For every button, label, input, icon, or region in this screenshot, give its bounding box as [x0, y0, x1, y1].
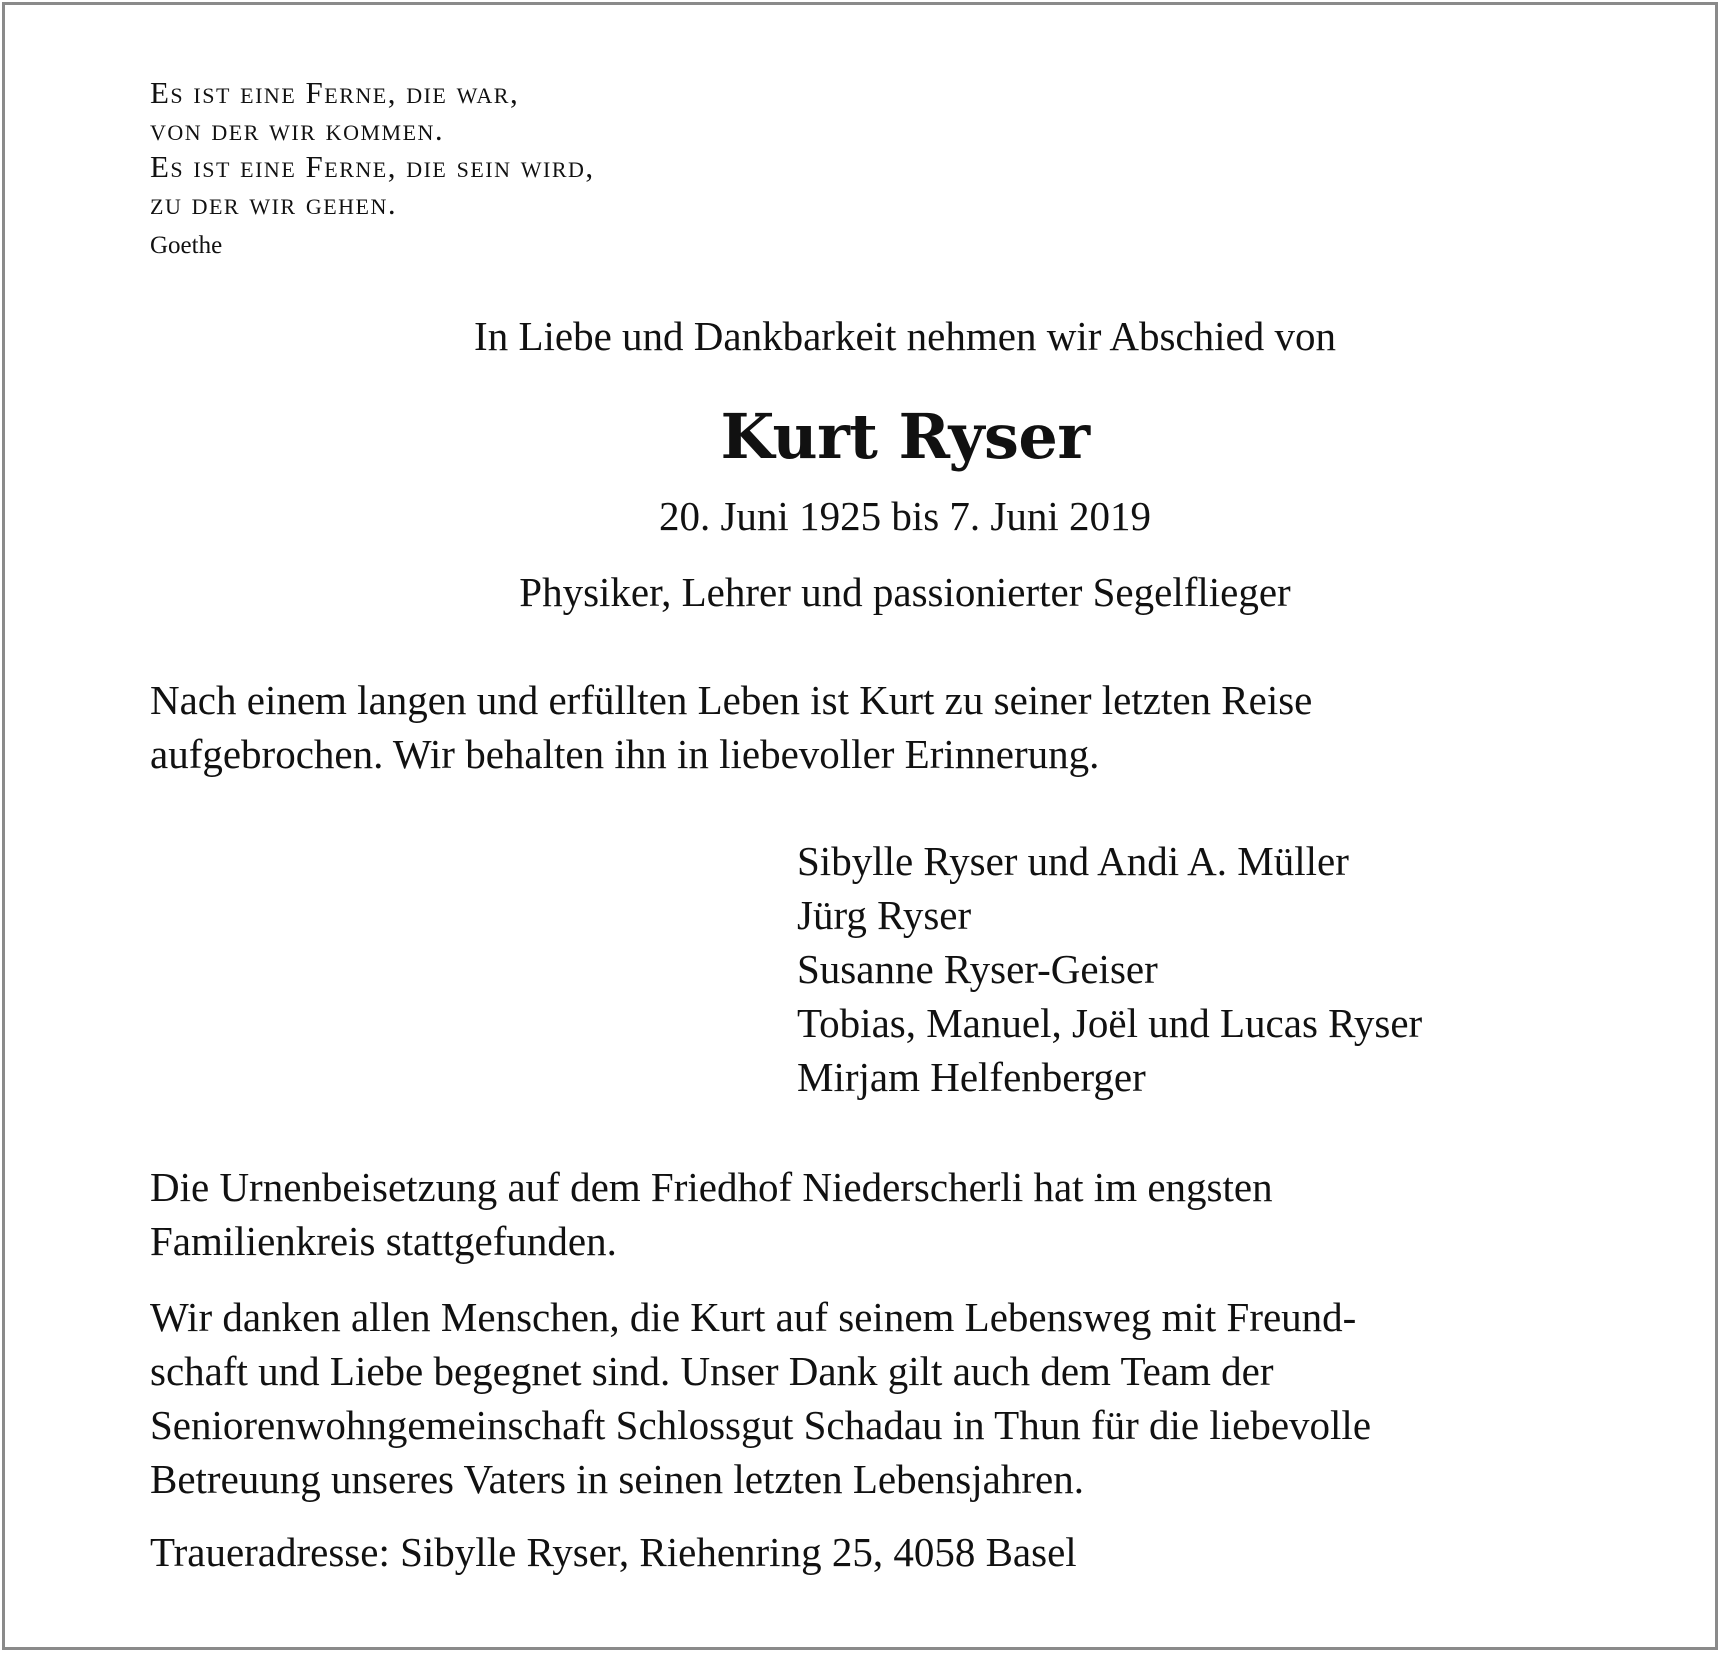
thanks-line: Seniorenwohngemeinschaft Schlossgut Schadau in Thun für die liebevolle: [150, 1402, 1372, 1448]
poem-line: zu der wir gehen.: [150, 186, 398, 221]
thanks-line: schaft und Liebe begegnet sind. Unser Dank gilt auch dem Team der: [150, 1348, 1274, 1394]
mourner-name: Jürg Ryser: [797, 892, 972, 938]
poem-line: Es ist eine Ferne, die sein wird,: [150, 149, 595, 184]
deceased-name: Kurt Ryser: [720, 400, 1090, 473]
poem-line: von der wir kommen.: [150, 112, 445, 147]
life-dates: 20. Juni 1925 bis 7. Juni 2019: [658, 493, 1152, 539]
burial-line: Die Urnenbeisetzung auf dem Friedhof Niederscherli hat im engsten: [150, 1164, 1273, 1210]
mourner-name: Tobias, Manuel, Joël und Lucas Ryser: [797, 1000, 1423, 1046]
poem-line: Es ist eine Ferne, die war,: [150, 75, 520, 110]
thanks-paragraph: [150, 1290, 1590, 1506]
burial-line: Familienkreis stattgefunden.: [150, 1218, 617, 1264]
mourner-name: Sibylle Ryser und Andi A. Müller: [797, 838, 1349, 884]
message-paragraph: [150, 673, 1590, 781]
poem-author: Goethe: [150, 232, 223, 259]
mourners-list: [797, 834, 1422, 1104]
profession-line: Physiker, Lehrer und passionierter Segelflieger: [519, 569, 1291, 615]
thanks-line: Betreuung unseres Vaters in seinen letzten Lebensjahren.: [150, 1456, 1084, 1502]
message-line: aufgebrochen. Wir behalten ihn in liebevoller Erinnerung.: [150, 731, 1100, 777]
intro-text: In Liebe und Dankbarkeit nehmen wir Abschied von: [474, 313, 1336, 359]
thanks-line: Wir danken allen Menschen, die Kurt auf seinem Lebensweg mit Freund-: [150, 1294, 1357, 1340]
message-line: Nach einem langen und erfüllten Leben ist Kurt zu seiner letzten Reise: [150, 677, 1313, 723]
mourner-name: Susanne Ryser-Geiser: [797, 946, 1158, 992]
poem-quote: [150, 74, 595, 222]
burial-paragraph: [150, 1160, 1590, 1268]
mourning-address: Traueradresse: Sibylle Ryser, Riehenring 25, 4058 Basel: [150, 1529, 1077, 1575]
mourner-name: Mirjam Helfenberger: [797, 1054, 1146, 1100]
